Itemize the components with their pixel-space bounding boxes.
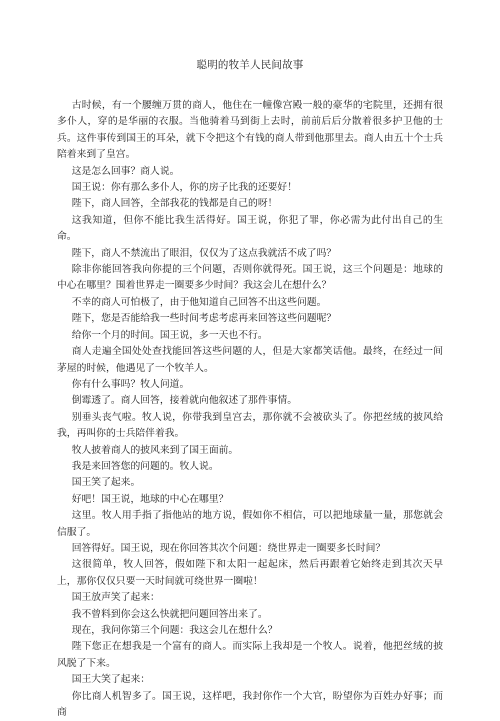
paragraph: 这里。牧人用手指了指他站的地方说，假如你不相信，可以把地球量一量，那您就会信服了。 — [57, 510, 443, 538]
paragraph: 这我知道，但你不能比我生活得好。国王说，你犯了罪，你必需为此付出自己的生命。 — [57, 214, 443, 243]
paragraph: 陛下，商人回答，全部我花的钱都是自己的呀！ — [71, 198, 278, 210]
paragraph: 你有什么事吗？牧人问道。 — [71, 378, 190, 390]
paragraph: 陛下您正在想我是一个富有的商人。而实际上我却是一个牧人。说着，他把丝绒的披风脱了下来。 — [57, 641, 443, 669]
paragraph: 牧人披着商人的披风来到了国王面前。 — [71, 444, 239, 456]
document-body — [57, 98, 443, 721]
paragraph: 好吧！国王说，地球的中心在哪里？ — [71, 493, 229, 505]
paragraph: 这是怎么回事？商人说。 — [71, 165, 180, 177]
paragraph: 这很简单，牧人回答，假如陛下和太阳一起起床，然后再跟着它始终走到其次天早上，那你仅仅只要一天时间就可绕世界一圈啦！ — [57, 559, 443, 587]
paragraph: 给你一个月的时间。国王说，多一天也不行。 — [71, 329, 268, 341]
paragraph: 国王大笑了起来： — [71, 674, 151, 686]
paragraph: 我不曾料到你会这么快就把问题回答出来了。 — [71, 608, 268, 620]
paragraph: 陛下，您是否能给我一些时间考虑考虑再来回答这些问题呢？ — [71, 313, 337, 325]
paragraph: 除非你能回答我向你提的三个问题，否则你就得死。国王说，这三个问题是：地球的中心在哪里？围着世界走一圈要多少时间？我这会儿在想什么？ — [57, 264, 443, 292]
paragraph: 国王说：你有那么多仆人，你的房子比我的还要好！ — [71, 182, 298, 194]
paragraph: 古时候，有一个腰缠万贯的商人，他住在一幢像宫殿一般的豪华的宅院里，还拥有很多仆人，穿的是华丽的衣服。当他骑着马到街上去时，前前后后分散着很多护卫他的士兵。这件事传到国王的耳朵，就下令把这个有钱的商人带到他那里去。商人由五十个士兵陪着来到了皇宫。 — [57, 100, 443, 161]
paragraph: 陛下，商人不禁流出了眼泪，仅仅为了这点我就活不成了吗？ — [71, 247, 337, 259]
document-title: 聪明的牧羊人民间故事 — [196, 59, 304, 71]
paragraph: 我是来回答您的问题的。牧人说。 — [71, 460, 219, 472]
paragraph: 回答得好。国王说，现在你回答其次个问题：绕世界走一圈要多长时间？ — [71, 542, 386, 554]
paragraph: 商人走遍全国处处查找能回答这些问题的人，但是大家都笑话他。最终，在经过一间茅屋的时候，他遇见了一个牧羊人。 — [57, 346, 443, 374]
paragraph: 不幸的商人可怕极了，由于他知道自己回答不出这些问题。 — [71, 296, 327, 308]
paragraph: 现在，我问你第三个问题：我这会儿在想什么？ — [71, 625, 278, 636]
paragraph: 国王放声笑了起来： — [71, 592, 160, 604]
paragraph: 你比商人机智多了。国王说，这样吧，我封你作一个大官，盼望你为百姓办好事；而商 — [57, 690, 443, 719]
paragraph: 国王笑了起来。 — [71, 477, 141, 489]
paragraph: 倒霉透了。商人回答，接着就向他叙述了那件事情。 — [71, 395, 298, 407]
paragraph: 别垂头丧气啦。牧人说，你带我到皇宫去，那你就不会被砍头了。你把丝绒的披风给我，再叫你的士兵陪伴着我。 — [57, 411, 443, 440]
